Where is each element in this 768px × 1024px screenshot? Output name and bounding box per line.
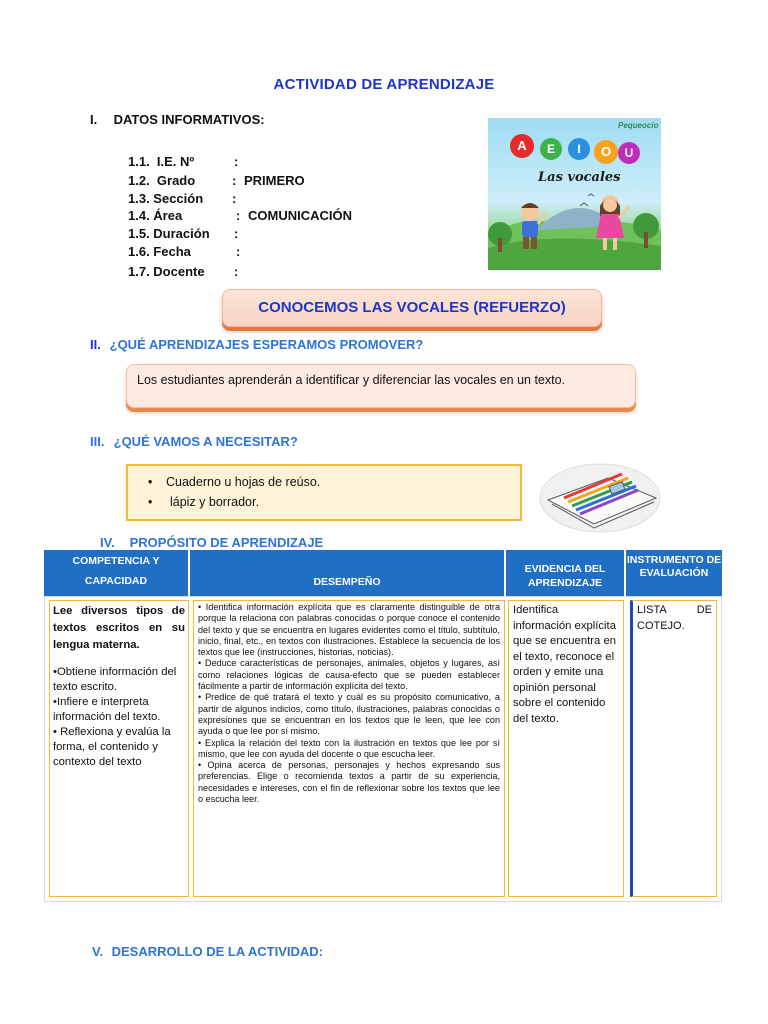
- info-value: COMUNICACIÓN: [248, 208, 352, 223]
- section-number: V.: [92, 944, 104, 959]
- desempeno-item: • Deduce características de personajes, animales, objetos y lugares, así como relaciones lógicas de causa-efecto que se pueden establecer fácilmente a partir de información explícita del texto.: [198, 658, 500, 692]
- desempeno-item: • Identifica información explícita que es claramente distinguible de otra porque la relaciona con palabras conocidas o porque conoce el contenido del texto y que se encuentra en lugares evidentes como el título, subtítulo, inicio, final, etc., en textos con ilustraciones. Establece la secuencia de los textos que lee (instrucciones, historias, noticias).: [198, 602, 500, 658]
- info-colon: :: [236, 208, 241, 223]
- materials-box: [126, 464, 522, 521]
- cell-instrumento: [630, 600, 717, 897]
- letter-balloon: I: [568, 138, 590, 160]
- instrumento-word: DE: [696, 604, 712, 616]
- hero-caption: Las vocales: [538, 170, 621, 185]
- letter-balloon: E: [540, 138, 562, 160]
- desempeno-item: • Opina acerca de personas, personajes y hechos expresando sus preferencias. Elige o recomienda textos a partir de su experiencia, necesidades e intereses, con el fin de reflexionar sobre los textos que lee o escucha leer.: [198, 760, 500, 805]
- cell-competencia: [49, 600, 189, 897]
- section-label: ¿QUÉ VAMOS A NECESITAR?: [113, 434, 298, 449]
- section-proposito: [100, 535, 323, 550]
- info-colon: :: [234, 264, 239, 279]
- section-necesitar: [90, 434, 298, 449]
- section-desarrollo: [92, 944, 323, 959]
- evidencia-text: Identifica información explícita que se encuentra en el texto, reconoce el orden y emite una opinión personal sobre el contenido del texto.: [513, 604, 617, 725]
- capacidad-item: • Reflexiona y evalúa la forma, el contenido y contexto del texto: [53, 726, 171, 768]
- section-label: DATOS INFORMATIVOS:: [113, 112, 265, 127]
- section-label: DESARROLLO DE LA ACTIVIDAD:: [111, 944, 323, 959]
- header-instrumento: INSTRUMENTO DE EVALUACIÓN: [626, 554, 722, 579]
- list-item: [144, 472, 520, 492]
- section-number: IV.: [100, 535, 115, 550]
- table-row: [44, 596, 722, 902]
- aprendizajes-text: Los estudiantes aprenderán a identificar y diferenciar las vocales en un texto.: [137, 373, 566, 387]
- letter-balloon: U: [618, 142, 640, 164]
- instrumento-word: COTEJO.: [637, 619, 685, 632]
- info-colon: :: [232, 191, 237, 206]
- vocales-illustration: [488, 118, 661, 270]
- letter-balloon: A: [510, 134, 534, 158]
- info-label: 1.2. Grado: [128, 173, 196, 188]
- instrumento-line: [637, 603, 712, 619]
- info-label: 1.7. Docente: [128, 264, 205, 279]
- aprendizajes-box: [126, 364, 636, 408]
- capacidad-item: •Obtiene información del texto escrito.: [53, 666, 177, 693]
- page-title: ACTIVIDAD DE APRENDIZAJE: [273, 76, 495, 93]
- section-number: III.: [90, 434, 105, 449]
- info-colon: :: [236, 244, 241, 259]
- section-label: ¿QUÉ APRENDIZAJES ESPERAMOS PROMOVER?: [109, 337, 424, 352]
- info-label: 1.5. Duración: [128, 226, 210, 241]
- section-label: PROPÓSITO DE APRENDIZAJE: [129, 535, 324, 550]
- info-label: 1.3. Sección: [128, 191, 204, 206]
- info-colon: :: [234, 226, 239, 241]
- info-colon: :: [234, 154, 239, 169]
- capacidad-item: •Infiere e interpreta información del texto.: [53, 696, 161, 723]
- header-line: COMPETENCIA Y: [72, 555, 160, 567]
- info-label: 1.1. I.E. Nº: [128, 154, 195, 169]
- header-desempeno: DESEMPEÑO: [313, 576, 381, 588]
- bullet: •: [148, 495, 153, 509]
- desempeno-item: • Predice de qué tratará el texto y cuál es su propósito comunicativo, a partir de algunos indicios, como título, ilustraciones, palabras conocidas o expresiones que se encuentran en los textos que le leen, que lee con ayuda o que lee por sí mismo.: [198, 692, 500, 737]
- material-text: lápiz y borrador.: [170, 495, 259, 509]
- desempeno-item: • Explica la relación del texto con la ilustración en textos que lee por sí mismo, que lee con ayuda del docente o que escucha leer.: [198, 737, 500, 759]
- brand-logo: Pequeocio: [618, 121, 659, 130]
- section-aprendizajes: [90, 337, 423, 352]
- instrumento-word: LISTA: [637, 604, 667, 616]
- info-value: PRIMERO: [244, 173, 305, 188]
- letter-balloon: O: [594, 140, 618, 164]
- table-header: [44, 550, 722, 596]
- material-text: Cuaderno u hojas de reúso.: [166, 475, 321, 489]
- info-colon: :: [232, 173, 237, 188]
- header-line: CAPACIDAD: [84, 575, 148, 587]
- info-label: 1.6. Fecha: [128, 244, 191, 259]
- header-competencia: [44, 550, 188, 596]
- list-item: [144, 492, 520, 512]
- bullet: •: [148, 475, 153, 489]
- notebook-icon: [538, 448, 662, 534]
- cell-desempeno: [193, 600, 505, 897]
- cell-evidencia: [508, 600, 624, 897]
- competencia-text: Lee diversos tipos de textos escritos en su lengua materna.: [53, 605, 185, 651]
- section-number: I.: [90, 112, 98, 127]
- section-datos-informativos: [90, 112, 265, 127]
- activity-banner: CONOCEMOS LAS VOCALES (REFUERZO): [222, 289, 602, 327]
- section-number: II.: [90, 337, 101, 352]
- header-evidencia: EVIDENCIA DEL APRENDIZAJE: [524, 563, 606, 589]
- info-label: 1.4. Área: [128, 208, 183, 223]
- notebook-pencils-illustration: [538, 448, 662, 534]
